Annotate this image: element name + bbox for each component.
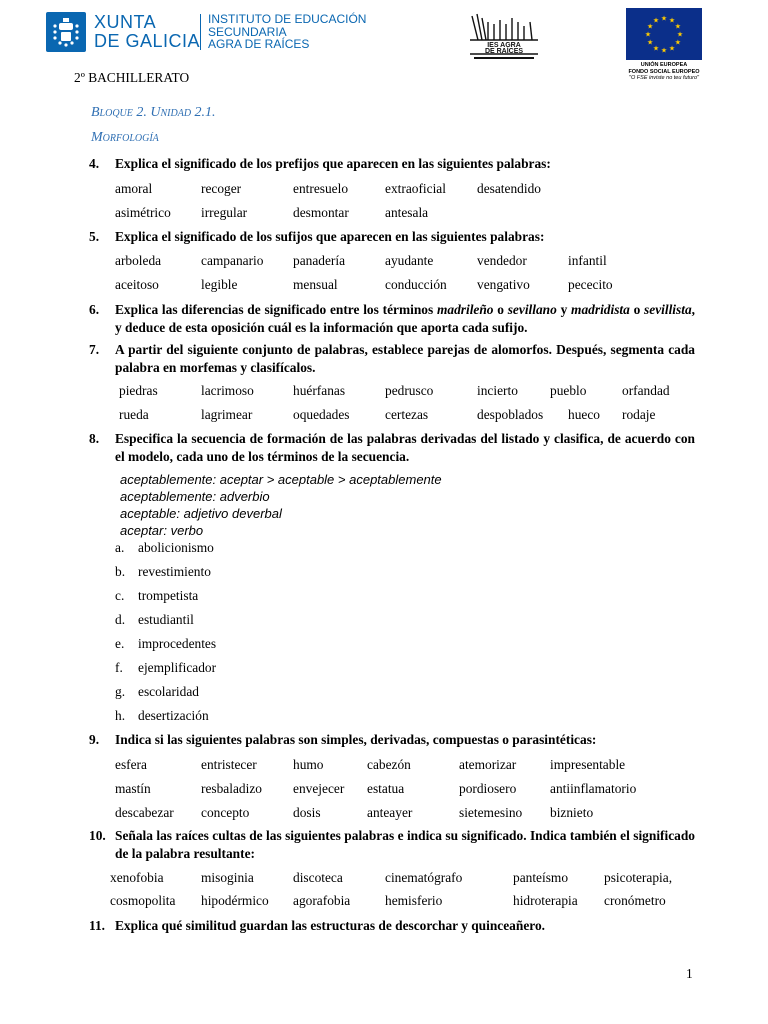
eu-star-icon: ★ bbox=[668, 16, 676, 25]
eu-star-icon: ★ bbox=[674, 38, 682, 47]
xunta-name-line1: XUNTA bbox=[94, 12, 157, 32]
exercise-8-prompt: Especifica la secuencia de formación de las palabras derivadas del listado y clasifica, de acuerdo con el modelo, cada uno de los términos de la secuencia. bbox=[115, 431, 695, 464]
word-item: cabezón bbox=[367, 757, 411, 772]
exercise-5-prompt: Explica el significado de los sufijos que aparecen en las siguientes palabras: bbox=[115, 229, 545, 244]
word-item: campanario bbox=[201, 253, 264, 268]
block-title: Bloque 2. Unidad 2.1. bbox=[91, 105, 216, 120]
xunta-wordmark bbox=[94, 13, 200, 51]
exercise-11-number: 11. bbox=[89, 918, 105, 933]
list-item-letter: a. bbox=[115, 540, 125, 555]
list-item-letter: c. bbox=[115, 588, 125, 603]
word-item: esfera bbox=[115, 757, 147, 772]
exercise-6-text-2: o bbox=[493, 302, 508, 317]
word-item: resbaladizo bbox=[201, 781, 262, 796]
word-item: envejecer bbox=[293, 781, 345, 796]
exercise-8-number: 8. bbox=[89, 431, 100, 446]
list-item: revestimiento bbox=[138, 564, 211, 579]
exercise-6-text-1: Explica las diferencias de significado entre los términos bbox=[115, 302, 437, 317]
list-item: desertización bbox=[138, 708, 209, 723]
word-item: pueblo bbox=[550, 383, 587, 398]
word-item: entresuelo bbox=[293, 181, 349, 196]
word-item: estatua bbox=[367, 781, 405, 796]
word-item: arboleda bbox=[115, 253, 162, 268]
word-item: xenofobia bbox=[110, 870, 164, 885]
word-item: pececito bbox=[568, 277, 613, 292]
institute-name bbox=[208, 13, 366, 51]
exercise-9-prompt: Indica si las siguientes palabras son simples, derivadas, compuestas o parasintéticas: bbox=[115, 732, 597, 747]
word-item: panteísmo bbox=[513, 870, 569, 885]
word-item: lagrimear bbox=[201, 407, 253, 422]
model-example-line: aceptar: verbo bbox=[120, 523, 204, 538]
word-item: hemisferio bbox=[385, 893, 443, 908]
word-item: extraoficial bbox=[385, 181, 446, 196]
word-item: desmontar bbox=[293, 205, 349, 220]
exercise-4-prompt: Explica el significado de los prefijos que aparecen en las siguientes palabras: bbox=[115, 156, 551, 171]
page-number: 1 bbox=[686, 966, 693, 981]
word-item: incierto bbox=[477, 383, 518, 398]
word-item: cinematógrafo bbox=[385, 870, 463, 885]
word-item: recoger bbox=[201, 181, 242, 196]
exercise-9-number: 9. bbox=[89, 732, 100, 747]
word-item: amoral bbox=[115, 181, 153, 196]
word-item: hueco bbox=[568, 407, 600, 422]
word-item: despoblados bbox=[477, 407, 544, 422]
exercise-10-prompt: Señala las raíces cultas de las siguientes palabras e indica su significado. Indica también el significado de la palabra resultante: bbox=[115, 828, 695, 861]
ies-logo-line2: DE RAÍCES bbox=[484, 48, 524, 55]
exercise-6-text-3: y bbox=[556, 302, 572, 317]
word-item: hidroterapia bbox=[513, 893, 578, 908]
word-item: biznieto bbox=[550, 805, 594, 820]
word-item: panadería bbox=[293, 253, 346, 268]
eu-caption-line1: UNIÓN EUROPEA bbox=[640, 62, 688, 68]
word-item: pordiosero bbox=[459, 781, 517, 796]
word-item: mastín bbox=[115, 781, 151, 796]
eu-flag-icon bbox=[626, 8, 702, 60]
model-example-line: aceptable: adjetivo deverbal bbox=[120, 506, 282, 521]
word-item: psicoterapia, bbox=[604, 870, 673, 885]
word-item: cosmopolita bbox=[110, 893, 176, 908]
list-item: escolaridad bbox=[138, 684, 199, 699]
eu-star-icon: ★ bbox=[674, 22, 682, 31]
eu-star-icon: ★ bbox=[668, 44, 676, 53]
list-item: ejemplificador bbox=[138, 660, 217, 675]
list-item: abolicionismo bbox=[138, 540, 214, 555]
word-item: conducción bbox=[385, 277, 447, 292]
exercise-10-number: 10. bbox=[89, 828, 106, 843]
eu-star-icon: ★ bbox=[652, 44, 660, 53]
exercise-6-prompt bbox=[115, 301, 695, 337]
header-divider bbox=[200, 14, 201, 50]
word-item: asimétrico bbox=[115, 205, 171, 220]
eu-caption-line2: FONDO SOCIAL EUROPEO bbox=[628, 68, 700, 75]
word-item: rodaje bbox=[622, 407, 656, 422]
eu-star-icon: ★ bbox=[652, 16, 660, 25]
word-item: misoginia bbox=[201, 870, 254, 885]
exercise-6-term-3: madridista bbox=[571, 302, 630, 317]
exercise-7-number: 7. bbox=[89, 342, 100, 357]
word-item: ayudante bbox=[385, 253, 434, 268]
word-item: descabezar bbox=[115, 805, 174, 820]
word-item: sietemesino bbox=[459, 805, 523, 820]
word-item: impresentable bbox=[550, 757, 626, 772]
word-item: agorafobia bbox=[293, 893, 351, 908]
list-item-letter: d. bbox=[115, 612, 126, 627]
list-item-letter: g. bbox=[115, 684, 126, 699]
eu-caption-line3: "O FSE inviste no teu futuro" bbox=[629, 75, 699, 81]
exercise-6-text-4: o bbox=[629, 302, 645, 317]
eu-star-icon: ★ bbox=[646, 22, 654, 31]
xunta-logo bbox=[46, 12, 201, 52]
list-item-letter: b. bbox=[115, 564, 126, 579]
model-example-line: aceptablemente: aceptar > aceptable > aceptablemente bbox=[120, 472, 442, 487]
word-item: aceitoso bbox=[115, 277, 159, 292]
ies-logo bbox=[468, 10, 540, 62]
exercise-6-number: 6. bbox=[89, 302, 100, 317]
list-item: trompetista bbox=[138, 588, 199, 603]
xunta-shield-icon bbox=[46, 12, 86, 52]
word-item: dosis bbox=[293, 805, 321, 820]
exercise-5-number: 5. bbox=[89, 229, 100, 244]
eu-caption bbox=[612, 62, 716, 82]
word-item: antiinflamatorio bbox=[550, 781, 637, 796]
word-item: oquedades bbox=[293, 407, 350, 422]
word-item: atemorizar bbox=[459, 757, 517, 772]
section-title: Morfología bbox=[91, 130, 159, 145]
word-item: vendedor bbox=[477, 253, 527, 268]
word-item: certezas bbox=[385, 407, 429, 422]
eu-star-icon: ★ bbox=[646, 38, 654, 47]
ies-logo-line1: IES AGRA bbox=[487, 42, 521, 49]
list-item-letter: e. bbox=[115, 636, 125, 651]
eu-star-icon: ★ bbox=[644, 30, 652, 39]
word-item: humo bbox=[293, 757, 324, 772]
word-item: vengativo bbox=[477, 277, 530, 292]
word-item: huérfanas bbox=[293, 383, 346, 398]
eu-star-icon: ★ bbox=[660, 46, 668, 55]
word-item: lacrimoso bbox=[201, 383, 254, 398]
exercise-11-prompt: Explica qué similitud guardan las estructuras de descorchar y quinceañero. bbox=[115, 918, 546, 933]
word-item: orfandad bbox=[622, 383, 670, 398]
word-item: piedras bbox=[119, 383, 158, 398]
word-item: irregular bbox=[201, 205, 248, 220]
word-item: rueda bbox=[119, 407, 149, 422]
xunta-name-line2: DE GALICIA bbox=[94, 31, 201, 51]
institute-line2: SECUNDARIA bbox=[208, 24, 287, 39]
word-item: concepto bbox=[201, 805, 250, 820]
exercise-6-term-4: sevillista bbox=[644, 302, 692, 317]
course-label: 2º BACHILLERATO bbox=[74, 70, 190, 85]
exercise-4-number: 4. bbox=[89, 156, 100, 171]
word-item: entristecer bbox=[201, 757, 257, 772]
list-item-letter: h. bbox=[115, 708, 126, 723]
word-item: antesala bbox=[385, 205, 429, 220]
word-item: anteayer bbox=[367, 805, 413, 820]
eu-star-icon: ★ bbox=[676, 30, 684, 39]
word-item: pedrusco bbox=[385, 383, 434, 398]
exercise-6-term-2: sevillano bbox=[507, 302, 557, 317]
word-item: hipodérmico bbox=[201, 893, 269, 908]
list-item-letter: f. bbox=[115, 660, 123, 675]
word-item: desatendido bbox=[477, 181, 541, 196]
institute-line3: AGRA DE RAÍCES bbox=[208, 37, 310, 51]
model-example-line: aceptablemente: adverbio bbox=[120, 489, 270, 504]
exercise-6-text-5: , y deduce de esta oposición cuál es la información que aporta cada sufijo. bbox=[115, 302, 696, 335]
word-item: discoteca bbox=[293, 870, 343, 885]
institute-line1: INSTITUTO DE EDUCACIÓN bbox=[208, 12, 367, 26]
word-item: cronómetro bbox=[604, 893, 666, 908]
exercise-6-term-1: madrileño bbox=[436, 302, 494, 317]
word-item: legible bbox=[201, 277, 238, 292]
list-item: estudiantil bbox=[138, 612, 194, 627]
word-item: mensual bbox=[293, 277, 338, 292]
word-item: infantil bbox=[568, 253, 607, 268]
list-item: improcedentes bbox=[138, 636, 217, 651]
eu-star-icon: ★ bbox=[660, 14, 668, 23]
exercise-7-prompt: A partir del siguiente conjunto de palabras, establece parejas de alomorfos. Después, segmenta cada palabra en morfemas y clasifícalos. bbox=[115, 342, 695, 375]
